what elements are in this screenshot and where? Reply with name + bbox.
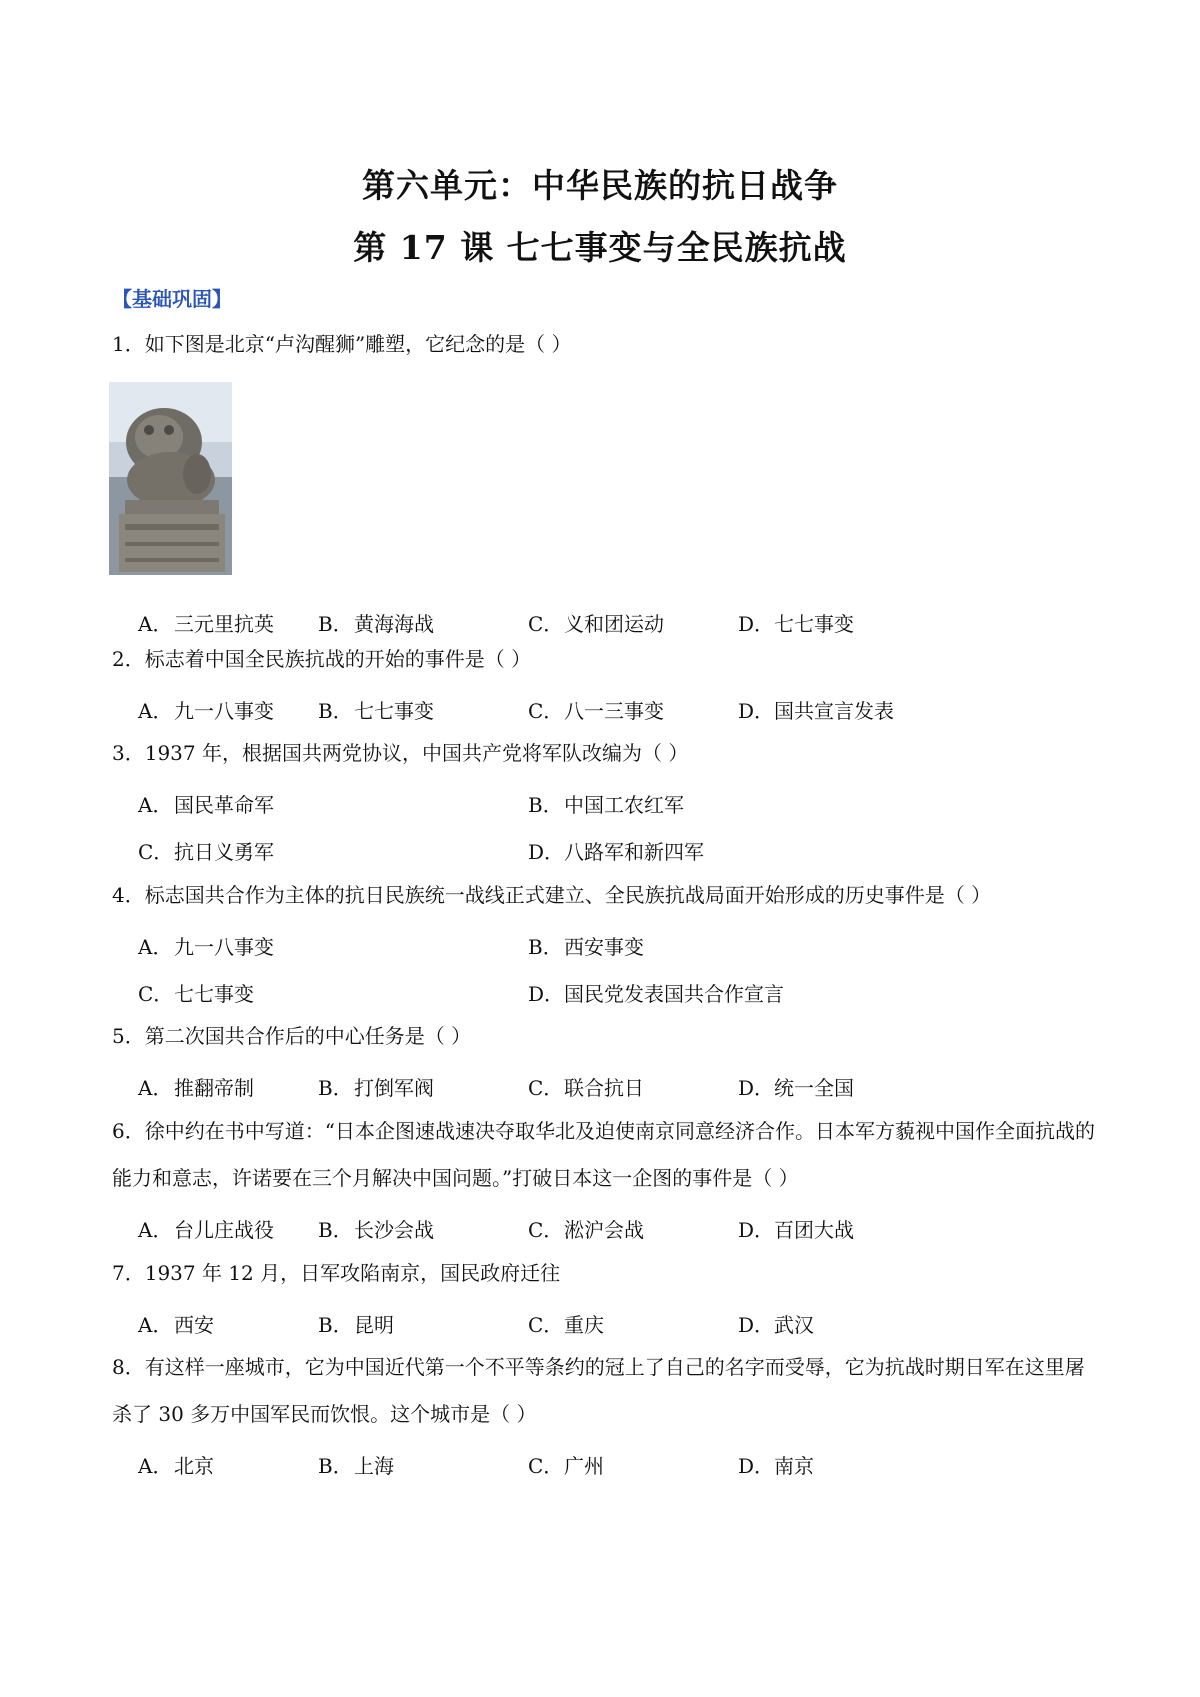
- lion-sculpture-photo: [109, 382, 232, 575]
- option-a[interactable]: A．国民革命军: [138, 793, 274, 817]
- option-c[interactable]: C．广州: [528, 1454, 604, 1478]
- option-a[interactable]: A．北京: [138, 1454, 214, 1478]
- option-a[interactable]: A．西安: [138, 1313, 214, 1337]
- page-title: 第六单元：中华民族的抗日战争: [362, 166, 838, 205]
- option-d[interactable]: D．南京: [738, 1454, 814, 1478]
- option-a[interactable]: A．推翻帝制: [138, 1076, 254, 1100]
- question-1: 1．如下图是北京“卢沟醒狮”雕塑，它纪念的是（ ）: [112, 332, 572, 356]
- option-b[interactable]: B．黄海海战: [318, 612, 434, 636]
- option-c[interactable]: C．联合抗日: [528, 1076, 644, 1100]
- lion-sculpture-image: [109, 382, 232, 575]
- option-b[interactable]: B．西安事变: [528, 935, 644, 959]
- option-c[interactable]: C．抗日义勇军: [138, 840, 274, 864]
- option-d[interactable]: D．国共宣言发表: [738, 699, 894, 723]
- option-a[interactable]: A．台儿庄战役: [138, 1218, 274, 1242]
- option-b[interactable]: B．昆明: [318, 1313, 394, 1337]
- option-a[interactable]: A．九一八事变: [138, 699, 274, 723]
- question-7: 7．1937 年 12 月，日军攻陷南京，国民政府迁往: [112, 1261, 561, 1285]
- option-d[interactable]: D．百团大战: [738, 1218, 854, 1242]
- option-d[interactable]: D．武汉: [738, 1313, 814, 1337]
- option-b[interactable]: B．打倒军阀: [318, 1076, 434, 1100]
- option-a[interactable]: A．九一八事变: [138, 935, 274, 959]
- option-c[interactable]: C．义和团运动: [528, 612, 664, 636]
- question-3: 3．1937 年，根据国共两党协议，中国共产党将军队改编为（ ）: [112, 741, 689, 765]
- option-c[interactable]: C．八一三事变: [528, 699, 664, 723]
- question-5: 5．第二次国共合作后的中心任务是（ ）: [112, 1024, 472, 1048]
- option-c[interactable]: C．重庆: [528, 1313, 604, 1337]
- option-d[interactable]: D．八路军和新四军: [528, 840, 704, 864]
- option-a[interactable]: A．三元里抗英: [138, 612, 274, 636]
- option-b[interactable]: B．长沙会战: [318, 1218, 434, 1242]
- option-d[interactable]: D．统一全国: [738, 1076, 854, 1100]
- option-c[interactable]: C．淞沪会战: [528, 1218, 644, 1242]
- question-2: 2．标志着中国全民族抗战的开始的事件是（ ）: [112, 647, 532, 671]
- option-b[interactable]: B．上海: [318, 1454, 394, 1478]
- option-c[interactable]: C．七七事变: [138, 982, 254, 1006]
- option-b[interactable]: B．中国工农红军: [528, 793, 684, 817]
- option-d[interactable]: D．七七事变: [738, 612, 854, 636]
- lesson-title: 第 17 课 七七事变与全民族抗战: [353, 228, 847, 267]
- question-6: 6．徐中约在书中写道：“日本企图速战速决夺取华北及迫使南京同意经济合作。日本军方藐视中国作全面抗战的能力和意志，许诺要在三个月解决中国问题。”打破日本这一企图的事件是（ ）: [112, 1119, 1095, 1190]
- question-4: 4．标志国共合作为主体的抗日民族统一战线正式建立、全民族抗战局面开始形成的历史事件是（ ）: [112, 883, 992, 907]
- question-8: 8．有这样一座城市，它为中国近代第一个不平等条约的冠上了自己的名字而受辱，它为抗战时期日军在这里屠杀了 30 多万中国军民而饮恨。这个城市是（ ）: [112, 1355, 1085, 1426]
- option-d[interactable]: D．国民党发表国共合作宣言: [528, 982, 784, 1006]
- section-heading: 【基础巩固】: [112, 287, 232, 311]
- option-b[interactable]: B．七七事变: [318, 699, 434, 723]
